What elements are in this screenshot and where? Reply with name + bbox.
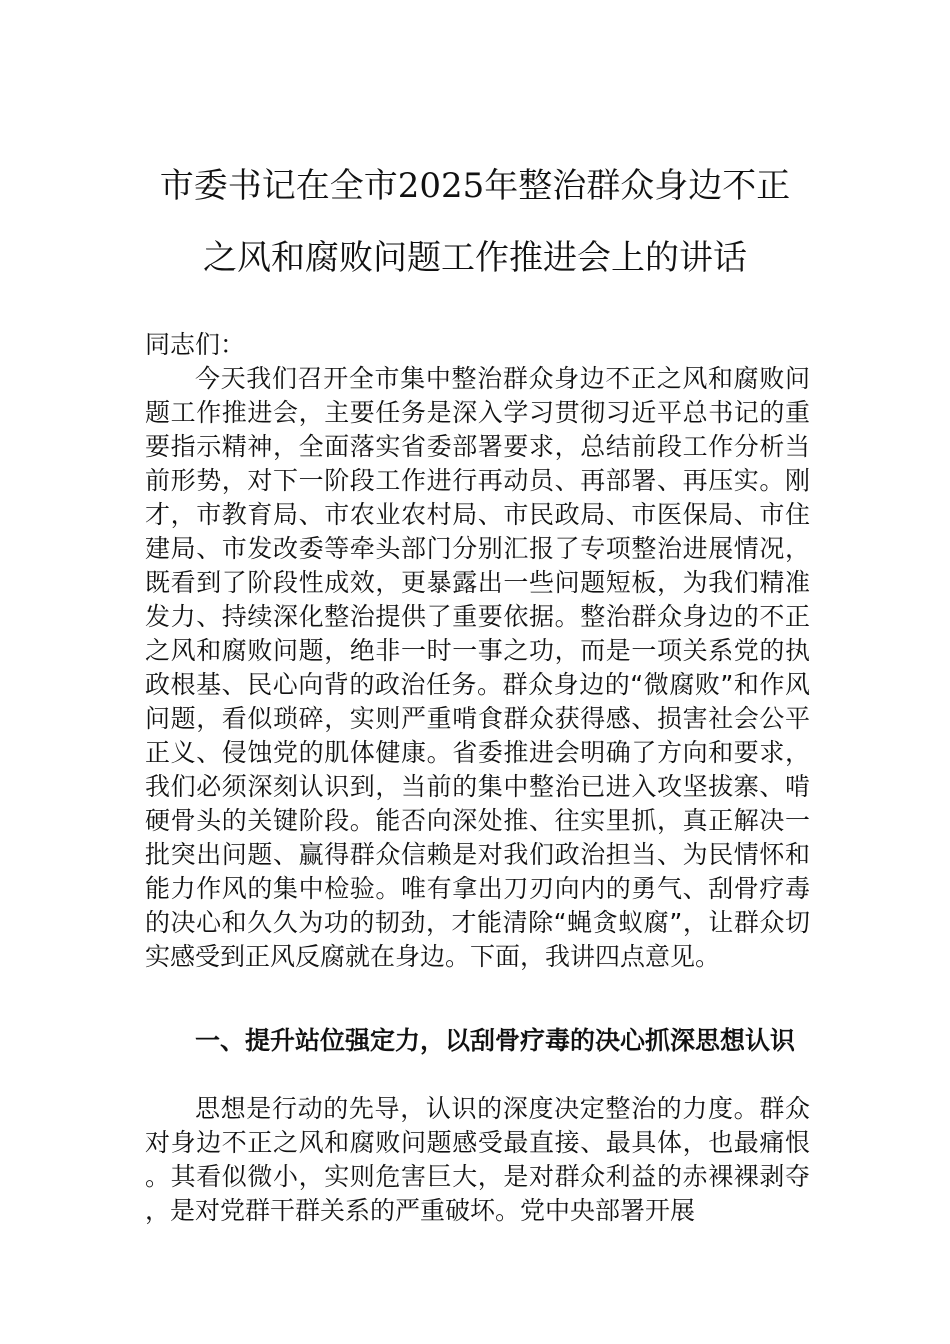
- document-title-line-2: 之风和腐败问题工作推进会上的讲话: [203, 238, 747, 278]
- section-heading-1: 一、提升站位强定力，以刮骨疗毒的决心抓深思想认识: [195, 1026, 796, 1055]
- document-title-line-1: 市委书记在全市2025年整治群众身边不正: [159, 166, 791, 206]
- paragraph-section-1: 思想是行动的先导，认识的深度决定整治的力度。群众对身边不正之风和腐败问题感受最直接、最具体，也最痛恨。其看似微小，实则危害巨大，是对群众利益的赤裸裸剥夺，是对党群干群关系的严重破坏。党中央部署开展: [145, 1094, 810, 1225]
- salutation: 同志们：: [145, 330, 246, 359]
- paragraph-intro: 今天我们召开全市集中整治群众身边不正之风和腐败问题工作推进会，主要任务是深入学习贯彻习近平总书记的重要指示精神，全面落实省委部署要求，总结前段工作分析当前形势，对下一阶段工作进行再动员、再部署、再压实。刚才，市教育局、市农业农村局、市民政局、市医保局、市住建局、市发改委等牵头部门分别汇报了专项整治进展情况，既看到了阶段性成效，更暴露出一些问题短板，为我们精准发力、持续深化整治提供了重要依据。整治群众身边的不正之风和腐败问题，绝非一时一事之功，而是一项关系党的执政根基、民心向背的政治任务。群众身边的“微腐败”和作风问题，看似琐碎，实则严重啃食群众获得感、损害社会公平正义、侵蚀党的肌体健康。省委推进会明确了方向和要求，我们必须深刻认识到，当前的集中整治已进入攻坚拔寨、啃硬骨头的关键阶段。能否向深处推、往实里抓，真正解决一批突出问题、赢得群众信赖是对我们政治担当、为民情怀和能力作风的集中检验。唯有拿出刀刃向内的勇气、刮骨疗毒的决心和久久为功的韧劲，才能清除“蝇贪蚁腐”，让群众切实感受到正风反腐就在身边。下面，我讲四点意见。: [145, 364, 810, 971]
